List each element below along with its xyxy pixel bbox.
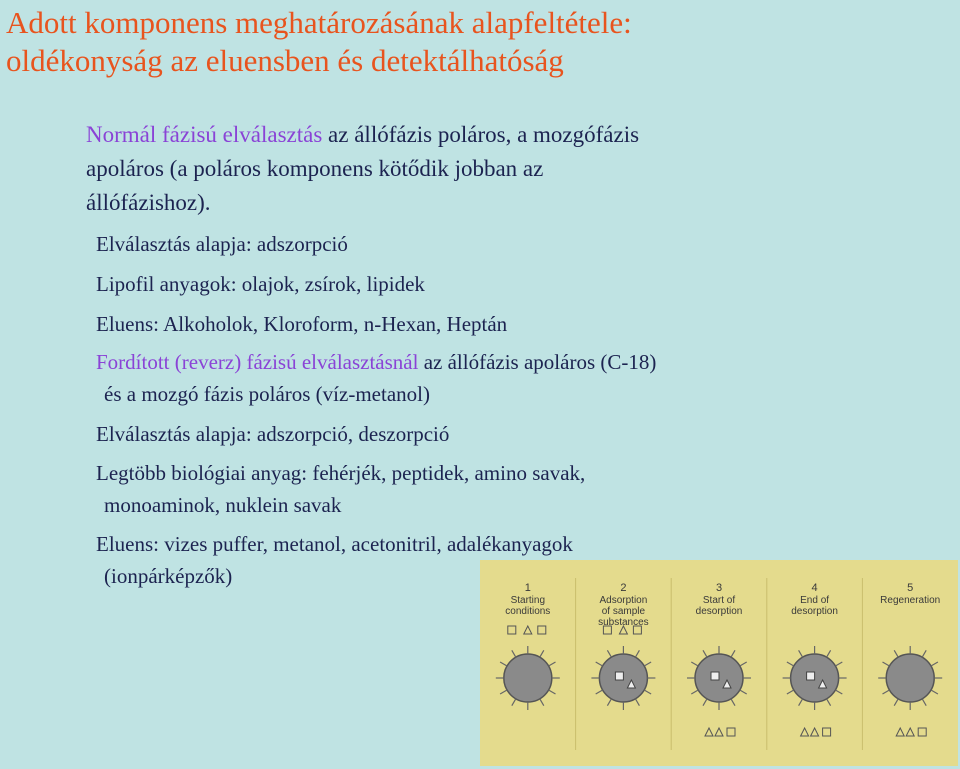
bonded-chain (835, 662, 842, 666)
step-label: desorption (695, 606, 743, 617)
square-marker (508, 626, 516, 634)
adsorbed-molecule (615, 672, 623, 680)
bonded-chain (691, 662, 698, 666)
step-label: of sample (601, 606, 646, 617)
step-label: substances (598, 617, 649, 628)
bonded-chain (635, 699, 639, 706)
bonded-chain (500, 690, 507, 694)
bonded-chain (703, 650, 707, 657)
bonded-chain (644, 662, 651, 666)
reverse-phase-paragraph (96, 346, 656, 378)
bonded-chain (540, 650, 544, 657)
eluted-molecule (896, 728, 904, 736)
bonded-chain (799, 699, 803, 706)
bonded-chain (894, 650, 898, 657)
bonded-chain (882, 690, 889, 694)
bonded-chain (931, 690, 938, 694)
bonded-chain (549, 662, 556, 666)
step-label: desorption (791, 606, 838, 617)
stationary-phase-bead (886, 654, 934, 702)
step-number: 1 (524, 582, 531, 594)
bonded-chain (596, 690, 603, 694)
bonded-chain (787, 690, 794, 694)
eluted-molecule (906, 728, 914, 736)
bonded-chain (931, 662, 938, 666)
bonded-chain (787, 662, 794, 666)
bonded-chain (607, 699, 611, 706)
bonded-chain (549, 690, 556, 694)
bonded-chain (799, 650, 803, 657)
bonded-chain (500, 662, 507, 666)
slide-title (6, 4, 632, 80)
step-number: 4 (811, 582, 818, 594)
eluted-molecule (715, 728, 723, 736)
eluted-molecule (918, 728, 926, 736)
bonded-chain (644, 690, 651, 694)
square-marker (538, 626, 546, 634)
step-number: 3 (715, 582, 723, 594)
eluted-molecule (705, 728, 713, 736)
bonded-chain (607, 650, 611, 657)
bonded-chain (512, 699, 516, 706)
normal-basis: Elválasztás alapja: adszorpció (96, 232, 348, 256)
bonded-chain (596, 662, 603, 666)
normal-phase-term: Normál fázisú elválasztás (86, 122, 323, 147)
title-line-1: Adott komponens meghatározásának alapfeltétele: (6, 5, 632, 40)
bonded-chain (731, 650, 735, 657)
step-label: Start of (702, 595, 736, 606)
step-number: 2 (620, 582, 627, 594)
bonded-chain (827, 650, 831, 657)
bonded-chain (635, 650, 639, 657)
bonded-chain (922, 699, 926, 706)
step-label: Starting (510, 595, 546, 606)
reverse-bio-2: monoaminok, nuklein savak (104, 493, 342, 517)
step-label: conditions (505, 606, 551, 617)
chromatography-steps-diagram (480, 560, 958, 766)
bonded-chain (922, 650, 926, 657)
reverse-phase-term: Fordított (reverz) fázisú elválasztásnál (96, 350, 419, 374)
reverse-eluent-2: (ionpárképzők) (104, 564, 233, 588)
eluted-molecule (811, 728, 819, 736)
normal-lipophil: Lipofil anyagok: olajok, zsírok, lipidek (96, 272, 425, 296)
stationary-phase-bead (504, 654, 552, 702)
bonded-chain (740, 662, 747, 666)
chromatography-steps-figure (480, 560, 958, 766)
eluted-molecule (823, 728, 831, 736)
step-label: End of (800, 595, 830, 606)
bonded-chain (882, 662, 889, 666)
intro-paragraph (86, 118, 639, 220)
reverse-bio-1: Legtöbb biológiai anyag: fehérjék, peptidek, amino savak, (96, 461, 586, 485)
bonded-chain (512, 650, 516, 657)
intro-text-2: apoláros (a poláros komponens kötődik jobban az (86, 156, 544, 181)
bonded-chain (540, 699, 544, 706)
bonded-chain (703, 699, 707, 706)
step-number: 5 (907, 582, 914, 594)
intro-text-1: az állófázis poláros, a mozgófázis (322, 122, 640, 147)
adsorbed-molecule (711, 672, 719, 680)
reverse-basis: Elválasztás alapja: adszorpció, deszorpció (96, 422, 450, 446)
eluted-molecule (801, 728, 809, 736)
step-label: Adsorption (599, 595, 648, 606)
intro-text-3: állófázishoz). (86, 190, 211, 215)
bonded-chain (835, 690, 842, 694)
eluted-molecule (727, 728, 735, 736)
normal-eluents: Eluens: Alkoholok, Kloroform, n-Hexan, Heptán (96, 312, 508, 336)
bonded-chain (894, 699, 898, 706)
bonded-chain (691, 690, 698, 694)
bonded-chain (731, 699, 735, 706)
step-label: Regeneration (880, 595, 941, 606)
bonded-chain (740, 690, 747, 694)
adsorbed-molecule (807, 672, 815, 680)
reverse-text-2: és a mozgó fázis poláros (víz-metanol) (104, 382, 430, 406)
reverse-text-1: az állófázis apoláros (C-18) (418, 350, 657, 374)
title-line-2: oldékonyság az eluensben és detektálhatóság (6, 43, 564, 78)
triangle-marker (524, 626, 532, 634)
bonded-chain (827, 699, 831, 706)
reverse-eluent-1: Eluens: vizes puffer, metanol, acetonitril, adalékanyagok (96, 532, 573, 556)
